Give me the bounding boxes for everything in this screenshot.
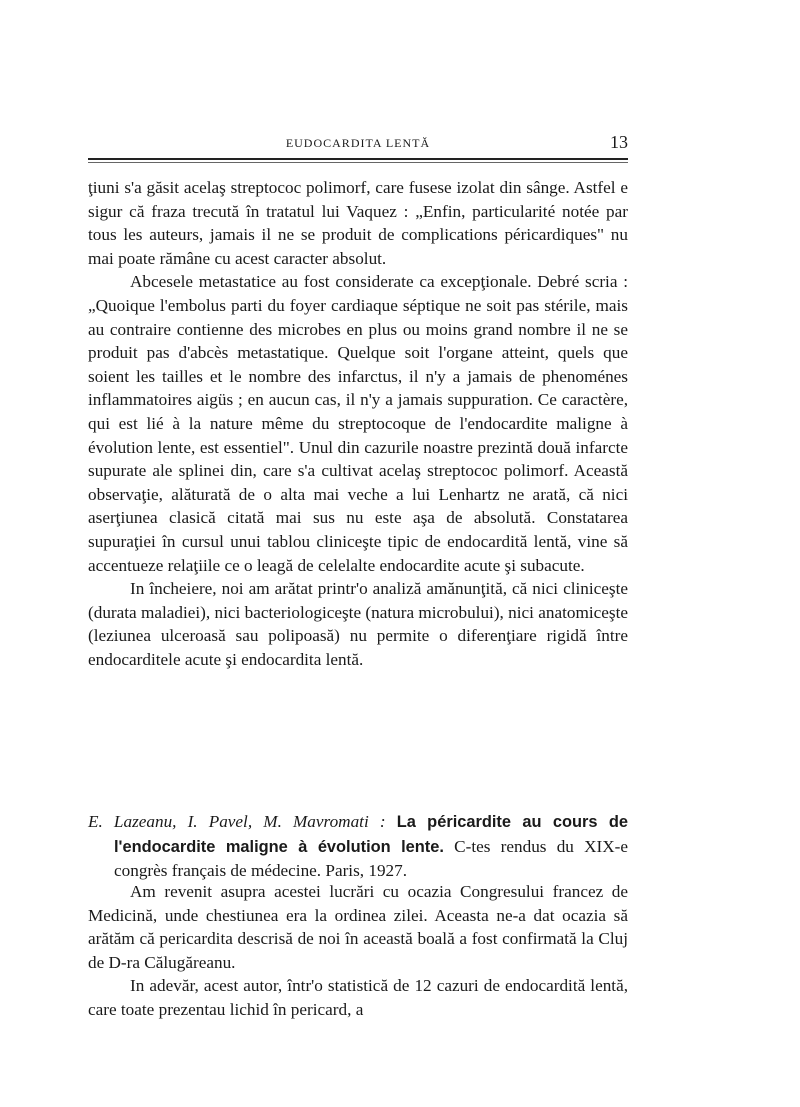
reference-body-text (88, 880, 628, 1022)
paragraph-5: In adevăr, acest autor, într'o statistică de 12 cazuri de endocardită lentă, care toate prezentau lichid în pericard, a (88, 976, 628, 1019)
header-rule-thick (88, 158, 628, 160)
page-number: 13 (610, 132, 628, 152)
header-rule-thin (88, 162, 628, 163)
reference-source: C-tes rendus du XIX-e congrès français de médecine. Paris, 1927. (114, 836, 629, 881)
reference-authors: E. Lazeanu, I. Pavel, M. Mavromati : (88, 812, 386, 831)
paragraph-4: Am revenit asupra acestei lucrări cu ocazia Congresului francez de Medicină, unde chestiunea era la ordinea zilei. Aceasta ne-a dat ocazia să arătăm că pericardita descrisă de noi în această boală a fost confirmată la Cluj de D-ra Călugăreanu. (88, 882, 628, 972)
paragraph-1: ţiuni s'a găsit acelaş streptococ polimorf, care fusese izolat din sânge. Astfel e sigur că fraza trecută în tratatul lui Vaquez : „Enfin, particularité notée par tous les auteurs, jamais il ne se produit de complications péricardiques" nu mai poate rămâne cu acest caracter absolut. (88, 178, 628, 268)
paragraph-3: In încheiere, noi am arătat printr'o analiză amănunţită, că nici cliniceşte (durata maladiei), nici bacteriologiceşte (natura microbului), nici anatomiceşte (leziunea ulceroasă sau polipoasă) nu permite o diferenţiare rigidă între endocarditele acute şi endocardita lentă. (88, 579, 628, 669)
running-title: EUDOCARDITA LENTĂ (285, 136, 431, 150)
page-header (88, 132, 628, 156)
paragraph-2: Abcesele metastatice au fost considerate ca excepţionale. Debré scria : „Quoique l'embolus parti du foyer cardiaque séptique ne soit pas stérile, mais au contraire contienne des microbes en plus ou moins grand nombre il ne se produit pas d'abcès metastatique. Quelque soit l'organe atteint, quels que soient les tailles et le nombre des infarctus, il n'y a jamais de phenoménes inflammatoires aigüs ; en aucun cas, il n'y a jamais suppuration. Ce caractère, qui est lié à la nature même du streptocoque de l'endocardite maligne à évolution lente, est essentiel". Unul din cazurile noastre prezintă două infarcte supurate ale splinei din, care s'a cultivat acelaş streptococ polimorf. Această observaţie, alăturată de o alta mai veche a lui Lenhartz ne arată, că nici aserţiunea clasică citată mai sus nu este aşa de absolută. Constatarea supuraţiei în cursul unui tablou cliniceşte tipic de endocardită lentă, vine să accentueze relaţiile ce o leagă de celelalte endocardite acute şi subacute. (88, 272, 628, 575)
main-body-text (88, 176, 628, 671)
reference-title: La péricardite au cours de l'endocardite maligne à évolution lente. (114, 813, 629, 856)
bibliographic-reference (88, 810, 628, 883)
